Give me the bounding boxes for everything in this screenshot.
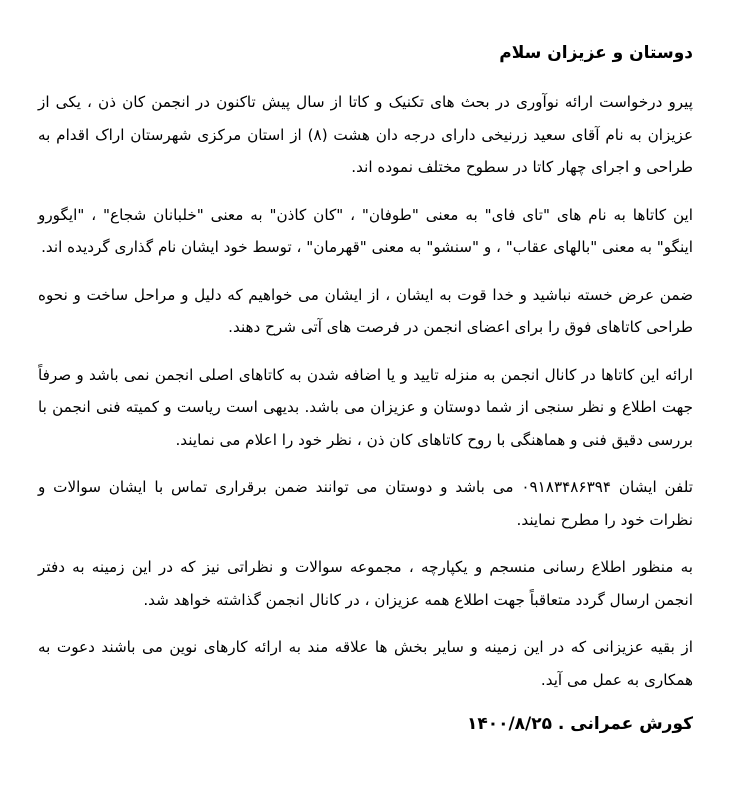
paragraph-request: ضمن عرض خسته نباشید و خدا قوت به ایشان ، از ایشان می خواهیم که دلیل و مراحل ساخت و نحوه طراحی کاتاهای فوق را برای اعضای انجمن در فرصت های آتی شرح دهند. [38, 285, 693, 336]
paragraph-invitation: از بقیه عزیزانی که در این زمینه و سایر بخش ها علاقه مند به ارائه کارهای نوین می باشند دعوت به همکاری به عمل می آید. [38, 638, 693, 689]
paragraph-introduction: پیرو درخواست ارائه نوآوری در بحث های تکنیک و کاتا از سال پیش تاکنون در انجمن کان ذن ، یکی از عزیزان به نام آقای سعید زرنیخی دارای درجه دان هشت (۸) از استان مرکزی شهرستان اراک اقدام به طراحی و اجرای چهار کاتا در سطوح مختلف نموده اند. [38, 93, 694, 176]
paragraph-disclaimer: ارائه این کاتاها در کانال انجمن به منزله تایید و یا اضافه شدن به کاتاهای اصلی انجمن نمی باشد و صرفاً جهت اطلاع و نظر سنجی از شما دوستان و عزیزان می باشد. بدیهی است ریاست و کمیته فنی انجمن با بررسی دقیق فنی و هماهنگی با روح کاتاهای کان ذن ، نظر خود را اعلام می نمایند. [38, 365, 693, 449]
paragraph-feedback: به منظور اطلاع رسانی منسجم و یکپارچه ، مجموعه سوالات و نظراتی نیز که در این زمینه به دفتر انجمن ارسال گردد متعاقباً جهت اطلاع همه عزیزان ، در کانال انجمن گذاشته خواهد شد. [38, 558, 693, 609]
paragraph-kata-names: این کاتاها به نام های "تای فای" به معنی "طوفان" ، "کان کاذن" به معنی "خلبانان شجاع" ، "ایگورو اینگو" به معنی "بالهای عقاب" ، و "سنشو" به معنی "قهرمان" ، توسط خود ایشان نام گذاری گردیده اند. [38, 205, 693, 256]
letter-body [38, 40, 693, 737]
greeting-heading: دوستان و عزیزان سلام [499, 43, 693, 63]
paragraph-contact: تلفن ایشان ۰۹۱۸۳۴۸۶۳۹۴ می باشد و دوستان می توانند ضمن برقراری تماس با ایشان سوالات و نظرات خود را مطرح نمایند. [38, 478, 693, 529]
signature-line: کورش عمرانی . ۱۴۰۰/۸/۲۵ [466, 714, 693, 734]
